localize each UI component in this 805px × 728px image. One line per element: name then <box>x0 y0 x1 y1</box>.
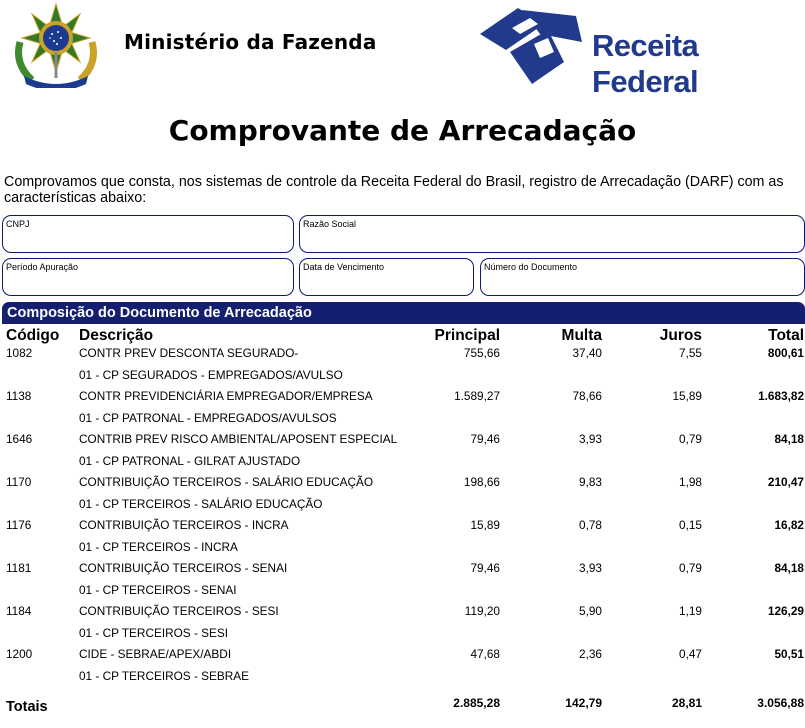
row-total: 84,18 <box>774 432 804 446</box>
data-vencimento-field <box>299 258 474 296</box>
totals-principal: 2.885,28 <box>453 696 500 710</box>
row-multa: 3,93 <box>579 561 602 575</box>
row-juros: 0,79 <box>679 432 702 446</box>
row-multa: 3,93 <box>579 432 602 446</box>
row-juros: 1,98 <box>679 475 702 489</box>
cnpj-label: CNPJ <box>6 219 30 229</box>
row-juros: 7,55 <box>679 346 702 360</box>
row-principal: 15,89 <box>470 518 500 532</box>
totals-multa: 142,79 <box>565 696 602 710</box>
row-sub-description: 01 - CP TERCEIROS - SEBRAE <box>79 669 250 683</box>
periodo-apuracao-field <box>2 258 294 296</box>
row-total: 126,29 <box>767 604 804 618</box>
periodo-apuracao-label: Período Apuração <box>6 262 79 272</box>
razao-social-field <box>299 215 805 253</box>
totals-juros: 28,81 <box>671 696 702 710</box>
row-codigo: 1170 <box>6 475 32 489</box>
row-descricao: CIDE - SEBRAE/APEX/ABDI <box>79 647 232 661</box>
agency-name: Receita Federal <box>592 28 699 99</box>
row-principal: 79,46 <box>470 432 500 446</box>
razao-social-label: Razão Social <box>303 219 357 229</box>
column-principal: Principal <box>434 327 500 344</box>
receita-federal-logo-icon <box>478 4 588 86</box>
row-juros: 0,79 <box>679 561 702 575</box>
row-codigo: 1181 <box>6 561 32 575</box>
row-multa: 2,36 <box>579 647 602 661</box>
row-juros: 0,15 <box>679 518 702 532</box>
row-descricao: CONTRIBUIÇÃO TERCEIROS - INCRA <box>79 518 289 532</box>
row-codigo: 1646 <box>6 432 33 446</box>
row-total: 1.683,82 <box>758 389 804 403</box>
row-codigo: 1082 <box>6 346 33 360</box>
row-descricao: CONTR PREVIDENCIÁRIA EMPREGADOR/EMPRESA <box>79 389 373 403</box>
row-sub-description: 01 - CP TERCEIROS - INCRA <box>79 540 238 554</box>
row-principal: 1.589,27 <box>454 389 500 403</box>
row-total: 16,82 <box>774 518 804 532</box>
row-juros: 15,89 <box>672 389 702 403</box>
row-principal: 198,66 <box>463 475 500 489</box>
ministry-name: Ministério da Fazenda <box>124 30 377 54</box>
column-juros: Juros <box>659 327 702 344</box>
totals-total: 3.056,88 <box>757 696 804 710</box>
row-multa: 9,83 <box>579 475 602 489</box>
row-juros: 1,19 <box>679 604 702 618</box>
row-codigo: 1200 <box>6 647 33 661</box>
row-total: 800,61 <box>767 346 804 360</box>
totals-label: Totais <box>6 699 48 715</box>
row-descricao: CONTRIBUIÇÃO TERCEIROS - SESI <box>79 604 279 618</box>
row-total: 84,18 <box>774 561 804 575</box>
row-principal: 755,66 <box>463 346 500 360</box>
row-multa: 37,40 <box>572 346 602 360</box>
row-sub-description: 01 - CP TERCEIROS - SENAI <box>79 583 237 597</box>
row-multa: 0,78 <box>579 518 602 532</box>
row-descricao: CONTRIBUIÇÃO TERCEIROS - SALÁRIO EDUCAÇÃO <box>79 475 374 489</box>
row-sub-description: 01 - CP SEGURADOS - EMPREGADOS/AVULSO <box>79 368 343 382</box>
row-total: 210,47 <box>767 475 804 489</box>
row-codigo: 1138 <box>6 389 32 403</box>
numero-documento-field <box>480 258 805 296</box>
document-header <box>0 0 805 100</box>
row-sub-description: 01 - CP PATRONAL - GILRAT AJUSTADO <box>79 454 301 468</box>
row-sub-description: 01 - CP PATRONAL - EMPREGADOS/AVULSOS <box>79 411 337 425</box>
row-juros: 0,47 <box>679 647 702 661</box>
row-descricao: CONTR PREV DESCONTA SEGURADO- <box>79 346 299 360</box>
row-sub-description: 01 - CP TERCEIROS - SESI <box>79 626 229 640</box>
data-vencimento-label: Data de Vencimento <box>303 262 385 272</box>
row-principal: 47,68 <box>470 647 500 661</box>
row-descricao: CONTRIB PREV RISCO AMBIENTAL/APOSENT ESPECIAL <box>79 432 398 446</box>
column-total: Total <box>768 327 804 344</box>
row-principal: 119,20 <box>464 604 500 618</box>
row-codigo: 1184 <box>6 604 32 618</box>
row-total: 50,51 <box>774 647 804 661</box>
row-principal: 79,46 <box>470 561 500 575</box>
column-multa: Multa <box>561 327 602 344</box>
section-title-bar: Composição do Documento de Arrecadação <box>2 302 805 324</box>
row-codigo: 1176 <box>6 518 32 532</box>
cnpj-field <box>2 215 294 253</box>
row-descricao: CONTRIBUIÇÃO TERCEIROS - SENAI <box>79 561 288 575</box>
coat-of-arms-icon <box>10 2 102 88</box>
column-descricao: Descrição <box>79 327 154 344</box>
page-title: Comprovante de Arrecadação <box>168 114 637 147</box>
column-codigo: Código <box>6 327 60 344</box>
row-multa: 5,90 <box>579 604 602 618</box>
row-multa: 78,66 <box>572 389 602 403</box>
intro-text: Comprovamos que consta, nos sistemas de controle da Receita Federal do Brasil, registro de Arrecadação (DARF) com as características abaixo: <box>4 174 784 206</box>
row-sub-description: 01 - CP TERCEIROS - SALÁRIO EDUCAÇÃO <box>79 497 323 511</box>
numero-documento-label: Número do Documento <box>484 262 578 272</box>
